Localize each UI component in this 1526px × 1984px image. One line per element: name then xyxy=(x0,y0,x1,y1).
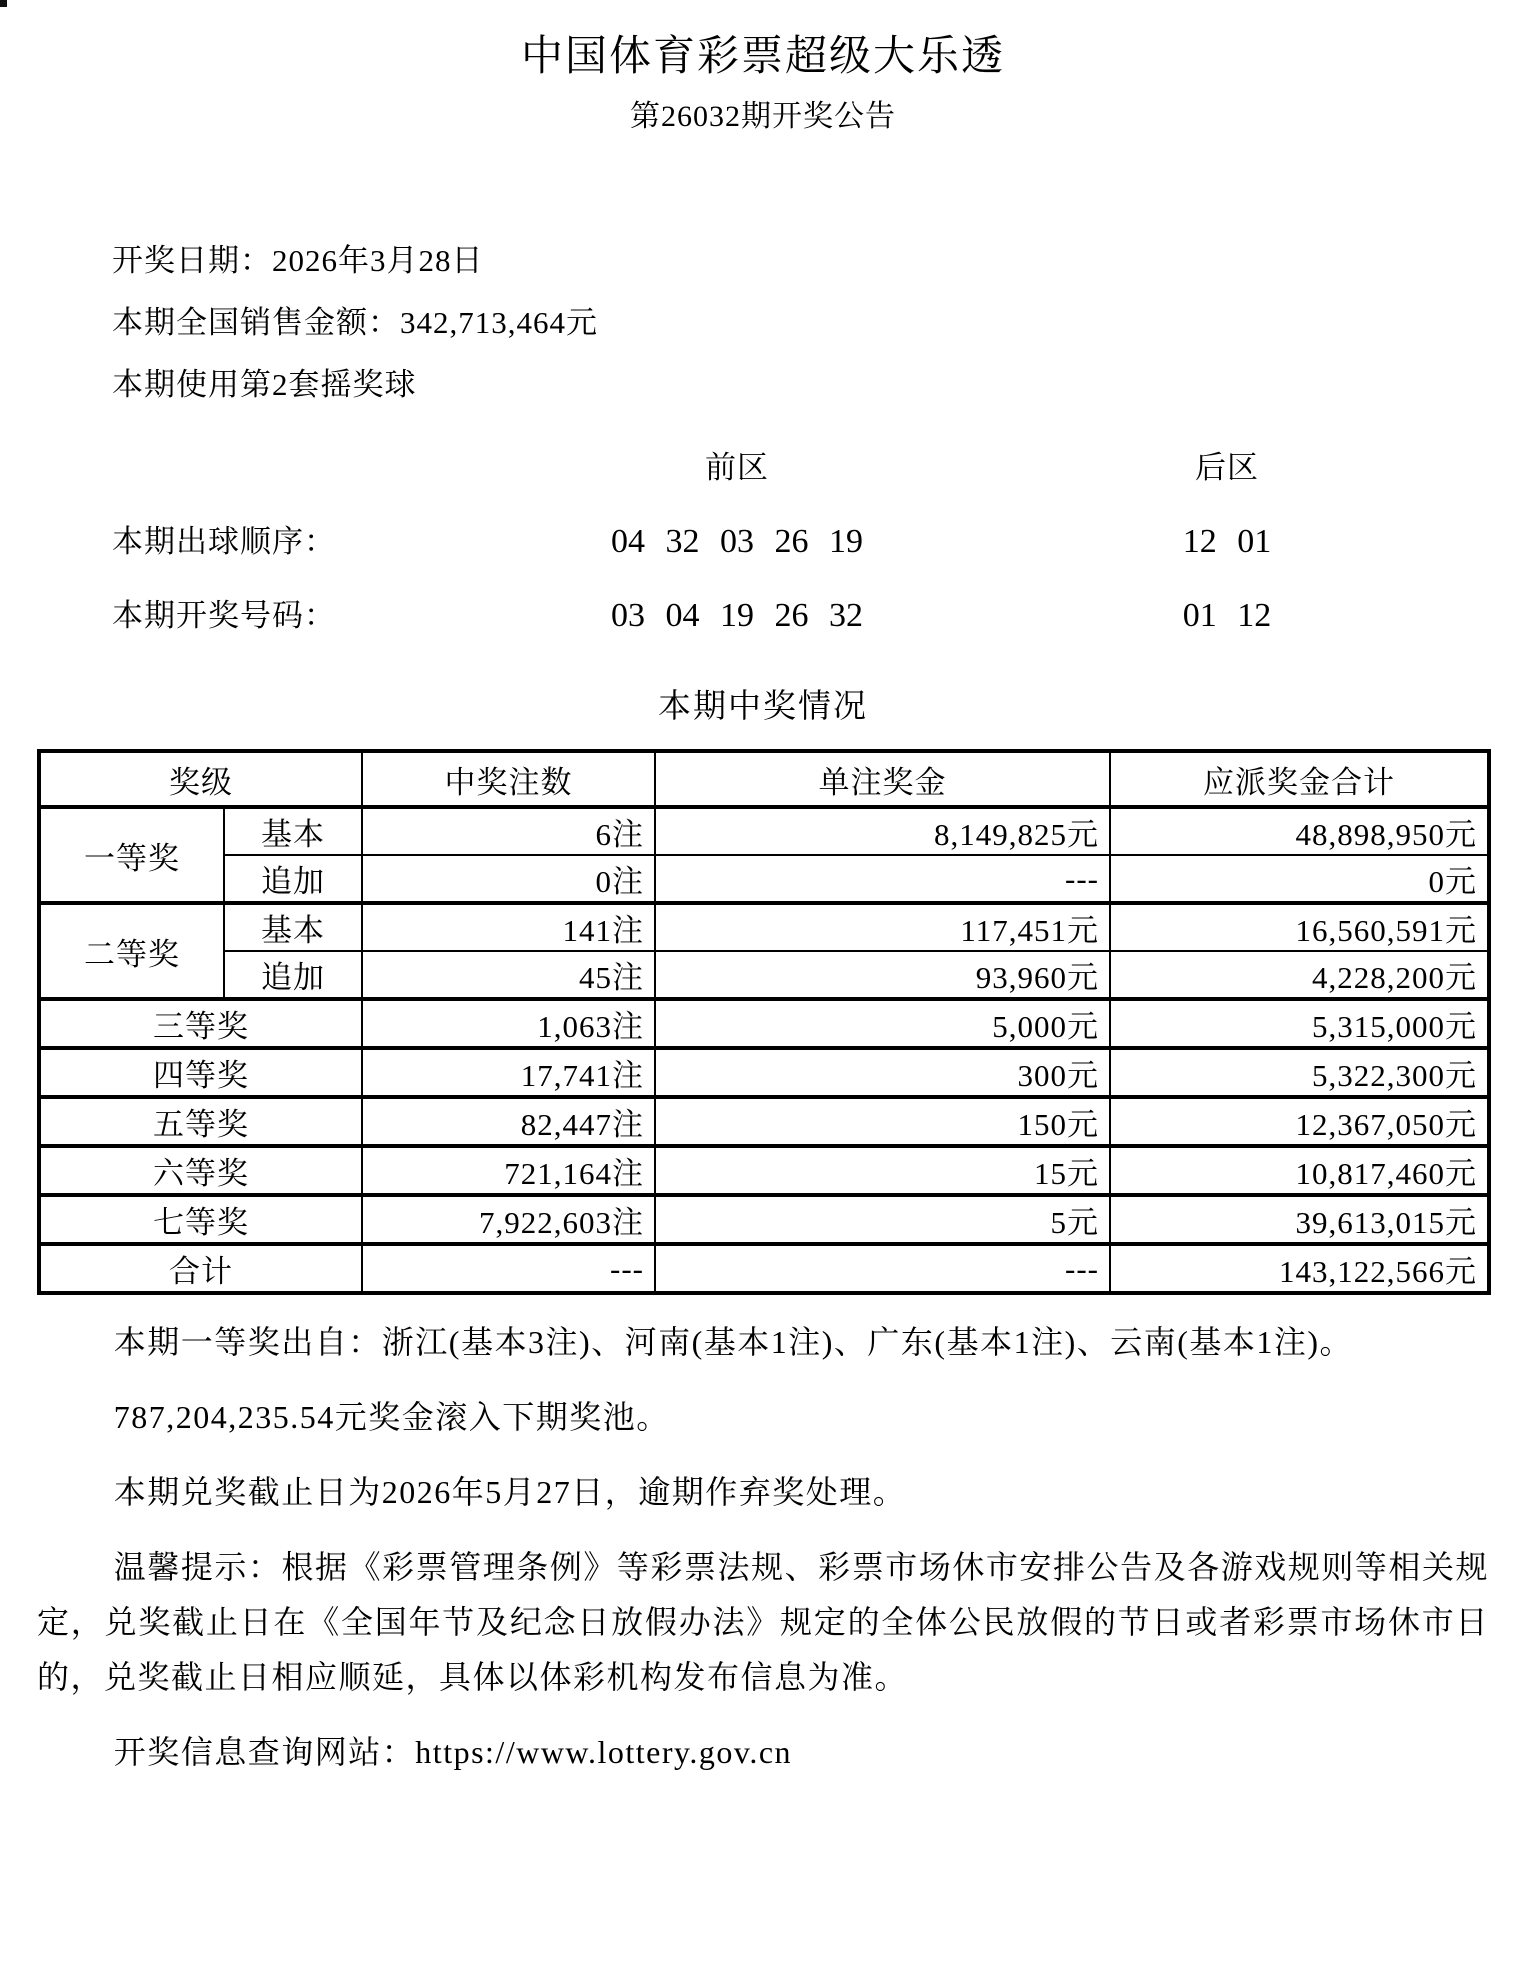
single-prize-cell: 5,000元 xyxy=(655,999,1110,1048)
back-zone-label: 后区 xyxy=(1195,450,1259,485)
total-prize-cell: 5,322,300元 xyxy=(1110,1048,1489,1097)
header-total-prize: 应派奖金合计 xyxy=(1110,751,1489,807)
total-prize-cell: 0元 xyxy=(1110,855,1489,903)
total-prize-cell: 10,817,460元 xyxy=(1110,1146,1489,1195)
count-cell: 82,447注 xyxy=(362,1097,655,1146)
front-zone-label: 前区 xyxy=(705,450,769,485)
level-cell: 三等奖 xyxy=(39,999,362,1048)
header-single-prize: 单注奖金 xyxy=(655,751,1110,807)
single-prize-cell: 117,451元 xyxy=(655,903,1110,951)
level-cell: 二等奖 xyxy=(39,903,224,999)
single-prize-cell: --- xyxy=(655,855,1110,903)
draw-info-block xyxy=(112,242,1526,404)
total-prize-cell: 48,898,950元 xyxy=(1110,807,1489,855)
winning-front-numbers: 03 04 19 26 32 xyxy=(611,597,863,634)
prize-row-fourth xyxy=(39,1048,1489,1097)
prize-row-second-append xyxy=(39,951,1489,999)
ball-order-back-numbers: 12 01 xyxy=(1182,523,1272,560)
count-cell: 1,063注 xyxy=(362,999,655,1048)
total-prize-cell: 39,613,015元 xyxy=(1110,1195,1489,1244)
prize-row-total xyxy=(39,1244,1489,1293)
prize-row-fifth xyxy=(39,1097,1489,1146)
single-prize-cell: 8,149,825元 xyxy=(655,807,1110,855)
notes-section xyxy=(37,1315,1489,1780)
page-title: 中国体育彩票超级大乐透 xyxy=(520,34,1005,80)
document-header xyxy=(0,0,1526,136)
sub-level-cell: 追加 xyxy=(224,855,362,903)
count-cell: 17,741注 xyxy=(362,1048,655,1097)
sub-level-cell: 基本 xyxy=(224,903,362,951)
level-cell: 七等奖 xyxy=(39,1195,362,1244)
total-prize-cell: 12,367,050元 xyxy=(1110,1097,1489,1146)
winning-back-numbers: 01 12 xyxy=(1182,597,1272,634)
level-cell: 四等奖 xyxy=(39,1048,362,1097)
rollover-note: 787,204,235.54元奖金滚入下期奖池。 xyxy=(113,1399,670,1435)
prize-row-seventh xyxy=(39,1195,1489,1244)
winning-numbers-label: 本期开奖号码： xyxy=(112,598,336,633)
count-cell: --- xyxy=(362,1244,655,1293)
single-prize-cell: 150元 xyxy=(655,1097,1110,1146)
header-level: 奖级 xyxy=(39,751,362,807)
prize-row-third xyxy=(39,999,1489,1048)
count-cell: 45注 xyxy=(362,951,655,999)
ball-set-info: 本期使用第2套摇奖球 xyxy=(112,367,417,402)
single-prize-cell: --- xyxy=(655,1244,1110,1293)
scan-corner-artifact xyxy=(0,0,7,7)
count-cell: 141注 xyxy=(362,903,655,951)
zone-header-spacer xyxy=(112,448,462,488)
single-prize-cell: 15元 xyxy=(655,1146,1110,1195)
total-prize-cell: 4,228,200元 xyxy=(1110,951,1489,999)
prize-table xyxy=(37,749,1491,1295)
total-prize-cell: 16,560,591元 xyxy=(1110,903,1489,951)
total-prize-cell: 143,122,566元 xyxy=(1110,1244,1489,1293)
first-prize-origin-note: 本期一等奖出自：浙江(基本3注)、河南(基本1注)、广东(基本1注)、云南(基本1注)。 xyxy=(113,1324,1354,1360)
count-cell: 6注 xyxy=(362,807,655,855)
website-line: 开奖信息查询网站：https://www.lottery.gov.cn xyxy=(113,1734,793,1770)
ball-order-front-numbers: 04 32 03 26 19 xyxy=(611,523,863,560)
single-prize-cell: 5元 xyxy=(655,1195,1110,1244)
prize-row-sixth xyxy=(39,1146,1489,1195)
total-prize-cell: 5,315,000元 xyxy=(1110,999,1489,1048)
prize-row-first-append xyxy=(39,855,1489,903)
prize-table-header-row xyxy=(39,751,1489,807)
level-cell: 六等奖 xyxy=(39,1146,362,1195)
level-cell: 合计 xyxy=(39,1244,362,1293)
count-cell: 721,164注 xyxy=(362,1146,655,1195)
sub-level-cell: 基本 xyxy=(224,807,362,855)
count-cell: 7,922,603注 xyxy=(362,1195,655,1244)
notice-paragraph: 温馨提示：根据《彩票管理条例》等彩票法规、彩票市场休市安排公告及各游戏规则等相关规定，兑奖截止日在《全国年节及纪念日放假办法》规定的全体公民放假的节日或者彩票市场休市日的，兑奖截止日相应顺延，具体以体彩机构发布信息为准。 xyxy=(37,1549,1489,1695)
level-cell: 五等奖 xyxy=(39,1097,362,1146)
ball-order-label: 本期出球顺序： xyxy=(112,524,336,559)
draw-date: 开奖日期：2026年3月28日 xyxy=(112,243,484,278)
count-cell: 0注 xyxy=(362,855,655,903)
sales-amount: 本期全国销售金额：342,713,464元 xyxy=(112,305,598,340)
sub-level-cell: 追加 xyxy=(224,951,362,999)
draw-numbers-section xyxy=(112,448,1526,670)
prize-row-first-basic xyxy=(39,807,1489,855)
level-cell: 一等奖 xyxy=(39,807,224,903)
single-prize-cell: 93,960元 xyxy=(655,951,1110,999)
page-subtitle: 第26032期开奖公告 xyxy=(630,100,896,133)
single-prize-cell: 300元 xyxy=(655,1048,1110,1097)
prize-table-title: 本期中奖情况 xyxy=(658,689,868,725)
header-count: 中奖注数 xyxy=(362,751,655,807)
redeem-deadline-note: 本期兑奖截止日为2026年5月27日，逾期作弃奖处理。 xyxy=(113,1474,907,1510)
prize-row-second-basic xyxy=(39,903,1489,951)
